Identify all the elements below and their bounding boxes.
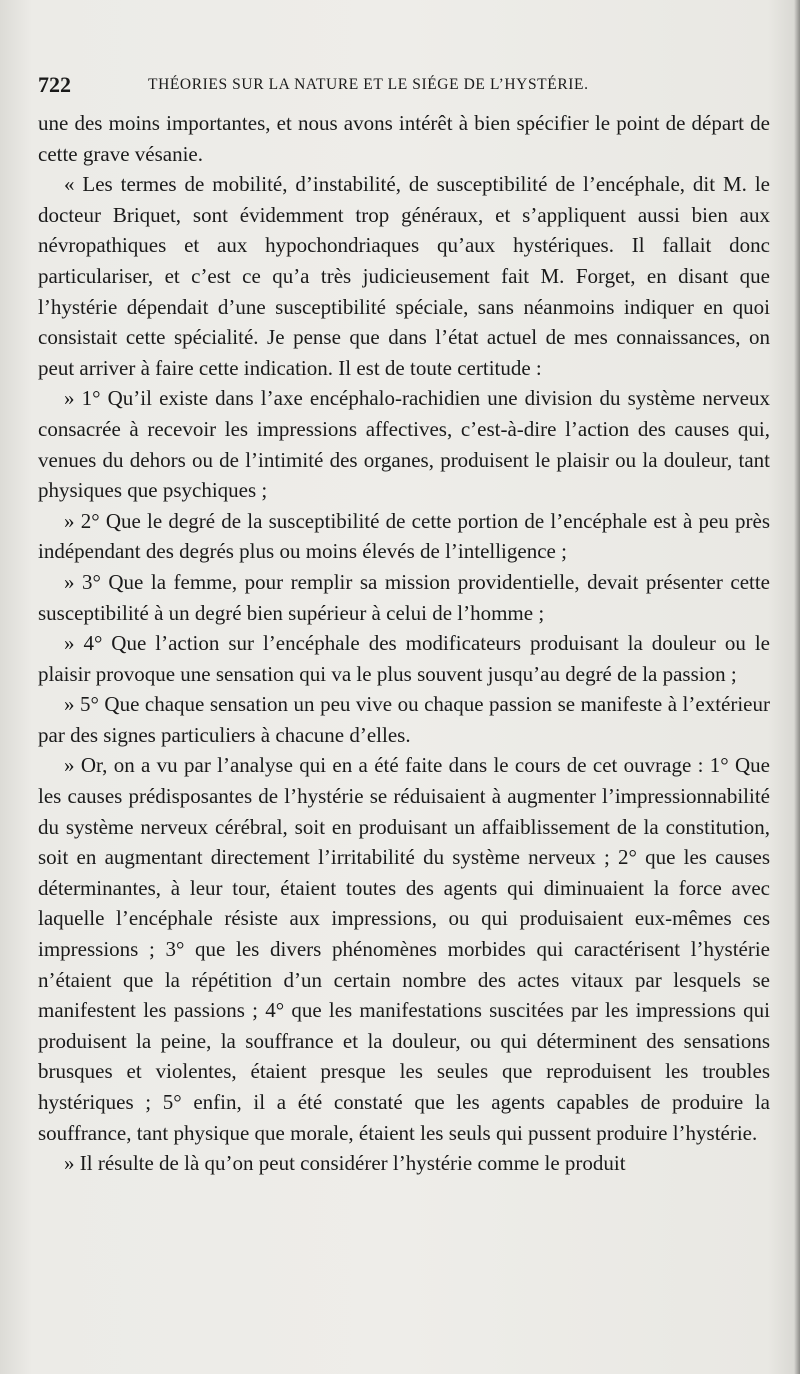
paragraph-continuation: une des moins importantes, et nous avons intérêt à bien spécifier le point de départ de cette grave vésanie. [38,111,770,166]
page-number: 722 [38,72,71,97]
paragraph-conclusion: » Il résulte de là qu’on peut considérer l’hystérie comme le produit [64,1151,626,1176]
paragraph-point-3: » 3° Que la femme, pour remplir sa mission providentielle, devait présenter cette susceptibilité à un degré bien supérieur à celui de l’homme ; [38,569,770,625]
paragraph-point-2: » 2° Que le degré de la susceptibilité de cette portion de l’encéphale est à peu près indépendant des degrés plus ou moins élevés de l’intelligence ; [38,508,770,564]
page-header [38,68,770,104]
body-text [38,108,770,1179]
page-edge-shadow [794,0,800,1374]
running-head: THÉORIES SUR LA NATURE ET LE SIÉGE DE L’HYSTÉRIE. [148,76,589,93]
paragraph-point-5: » 5° Que chaque sensation un peu vive ou chaque passion se manifeste à l’extérieur par des signes particuliers à chacune d’elles. [38,692,770,747]
paragraph-quote-intro: « Les termes de mobilité, d’instabilité, de susceptibilité de l’encéphale, dit M. le docteur Briquet, sont évidemment trop généraux, et s’appliquent aussi bien aux névropathiques et aux hypochondriaques qu’aux hystériques. Il fallait donc particulariser, et c’est ce qu’a très judicieusement fait M. Forget, en disant que l’hystérie dépendait d’une susceptibilité spéciale, sans néanmoins indiquer en quoi consistait cette spécialité. Je pense que dans l’état actuel de mes connaissances, on peut arriver à faire cette indication. Il est de toute certitude : [38,172,770,380]
paragraph-point-1: » 1° Qu’il existe dans l’axe encéphalo-rachidien une division du système nerveux consacrée à recevoir les impressions affectives, c’est-à-dire l’action des causes qui, venues du dehors ou de l’intimité des organes, produisent le plaisir ou la douleur, tant physiques que psychiques ; [38,386,770,503]
paragraph-analysis: » Or, on a vu par l’analyse qui en a été faite dans le cours de cet ouvrage : 1° Que les causes prédisposantes de l’hystérie se réduisaient à augmenter l’impressionnabilité du système nerveux cérébral, soit en produisant un affaiblissement de la constitution, soit en augmentant directement l’irritabilité du système nerveux ; 2° que les causes déterminantes, à leur tour, étaient toutes des agents qui diminuaient la force avec laquelle l’encéphale résiste aux impressions, ou qui produisaient eux-mêmes ces impressions ; 3° que les divers phénomènes morbides qui caractérisent l’hystérie n’étaient que la répétition d’un certain nombre des actes vitaux par lesquels se manifestent les passions ; 4° que les manifestations suscitées par les impressions qui produisent la peine, la souffrance et la douleur, ou qui déterminent des sensations brusques et violentes, étaient presque les seules que reproduisent les troubles hystériques ; 5° enfin, il a été constaté que les agents capables de produire la souffrance, tant physique que morale, étaient les seuls qui pussent produire l’hystérie. [38,753,770,1145]
paragraph-point-4: » 4° Que l’action sur l’encéphale des modificateurs produisant la douleur ou le plaisir provoque une sensation qui va le plus souvent jusqu’au degré de la passion ; [38,631,770,686]
